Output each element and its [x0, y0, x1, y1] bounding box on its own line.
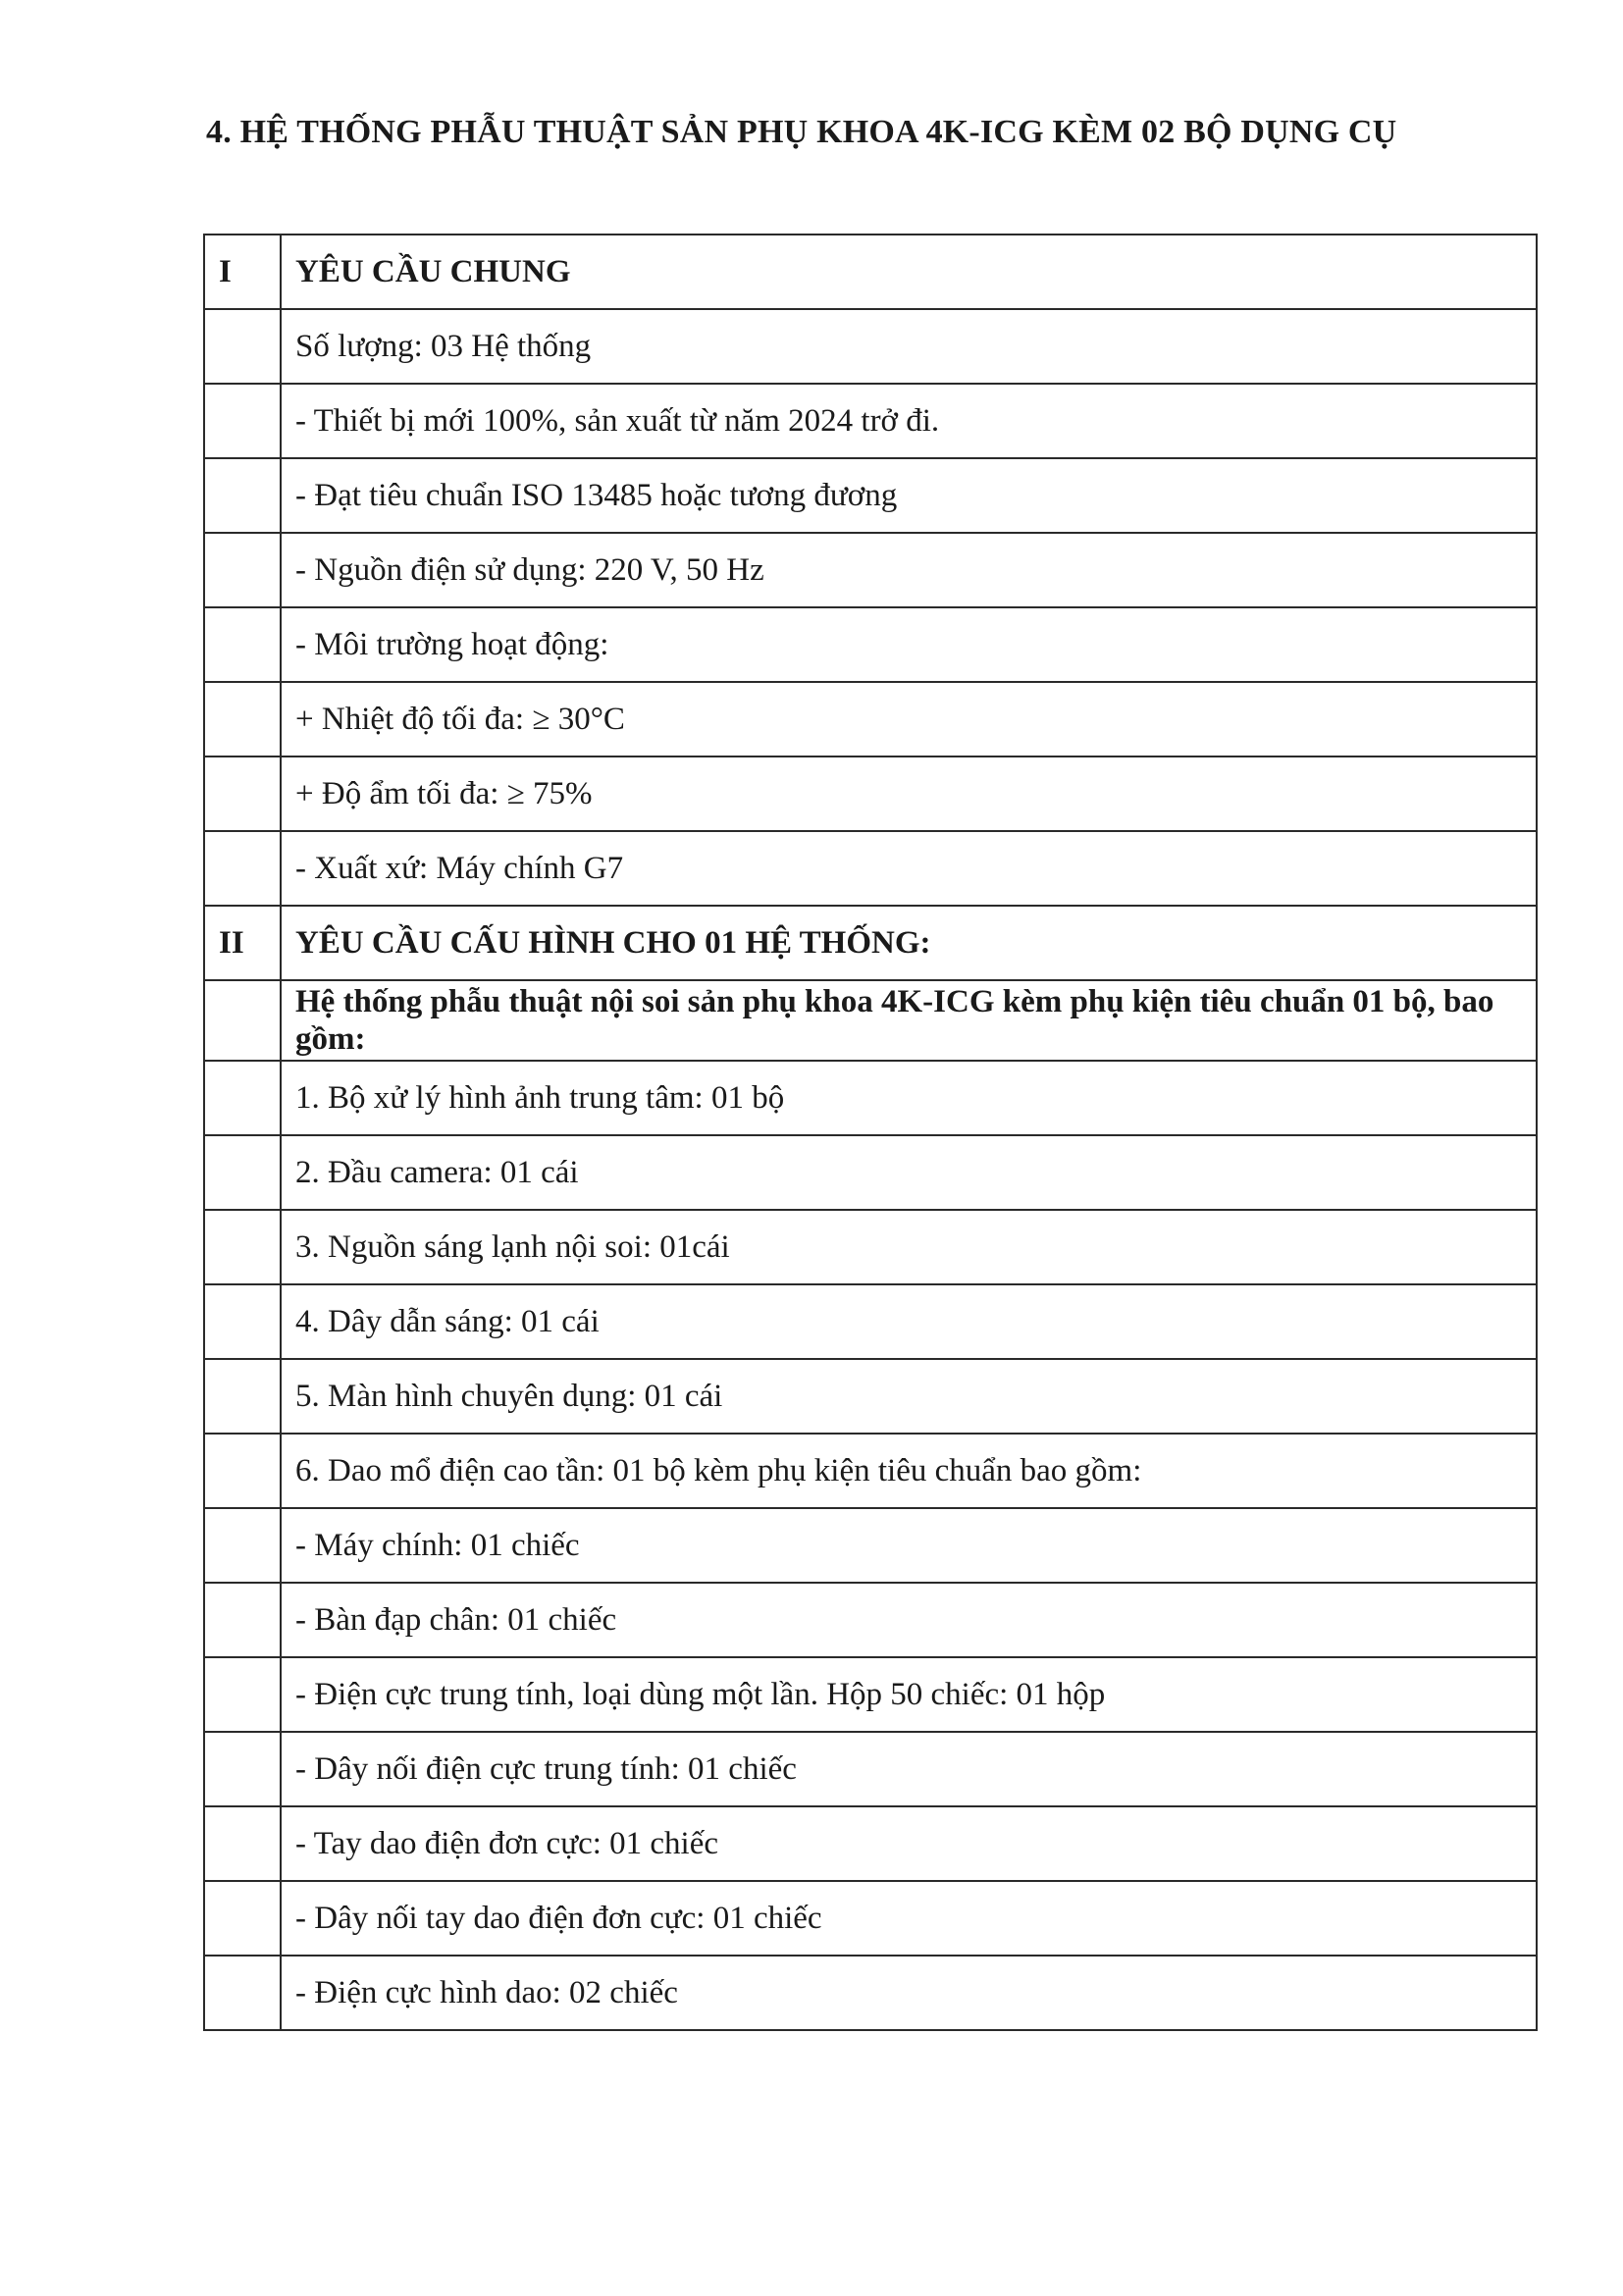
row-number-cell [204, 831, 281, 906]
row-number-cell [204, 1508, 281, 1583]
row-number-cell [204, 1359, 281, 1434]
row-number-cell [204, 309, 281, 384]
row-content-cell: - Môi trường hoạt động: [281, 607, 1537, 682]
row-number-cell [204, 1135, 281, 1210]
row-number-cell [204, 757, 281, 831]
row-number-cell [204, 1956, 281, 2030]
row-content-cell: - Điện cực trung tính, loại dùng một lần. Hộp 50 chiếc: 01 hộp [281, 1657, 1537, 1732]
row-content-cell: - Dây nối điện cực trung tính: 01 chiếc [281, 1732, 1537, 1806]
row-content-cell: Số lượng: 03 Hệ thống [281, 309, 1537, 384]
row-content-cell: - Xuất xứ: Máy chính G7 [281, 831, 1537, 906]
row-number-cell [204, 607, 281, 682]
table-row [204, 1359, 1537, 1434]
row-content-cell: 3. Nguồn sáng lạnh nội soi: 01cái [281, 1210, 1537, 1284]
table-row [204, 384, 1537, 458]
row-number-cell [204, 1210, 281, 1284]
table-row [204, 1732, 1537, 1806]
row-number-cell [204, 1881, 281, 1956]
row-content-cell: - Tay dao điện đơn cực: 01 chiếc [281, 1806, 1537, 1881]
row-content-cell: - Điện cực hình dao: 02 chiếc [281, 1956, 1537, 2030]
row-number-cell [204, 1806, 281, 1881]
row-content-cell: 1. Bộ xử lý hình ảnh trung tâm: 01 bộ [281, 1061, 1537, 1135]
row-content-cell: 4. Dây dẫn sáng: 01 cái [281, 1284, 1537, 1359]
row-number-cell [204, 458, 281, 533]
row-number-cell [204, 980, 281, 1061]
row-number-cell: II [204, 906, 281, 980]
table-row [204, 1508, 1537, 1583]
table-row [204, 1657, 1537, 1732]
row-content-cell: + Độ ẩm tối đa: ≥ 75% [281, 757, 1537, 831]
row-content-cell: YÊU CẦU CẤU HÌNH CHO 01 HỆ THỐNG: [281, 906, 1537, 980]
table-row [204, 1956, 1537, 2030]
table-row [204, 1061, 1537, 1135]
table-row [204, 1135, 1537, 1210]
table-row [204, 309, 1537, 384]
row-content-cell: 5. Màn hình chuyên dụng: 01 cái [281, 1359, 1537, 1434]
spec-table [203, 234, 1538, 2031]
row-content-cell: YÊU CẦU CHUNG [281, 235, 1537, 309]
row-content-cell: 2. Đầu camera: 01 cái [281, 1135, 1537, 1210]
row-content-cell: - Nguồn điện sử dụng: 220 V, 50 Hz [281, 533, 1537, 607]
row-content-cell: 6. Dao mổ điện cao tần: 01 bộ kèm phụ kiện tiêu chuẩn bao gồm: [281, 1434, 1537, 1508]
table-row [204, 1583, 1537, 1657]
row-content-cell: - Thiết bị mới 100%, sản xuất từ năm 2024 trở đi. [281, 384, 1537, 458]
table-row [204, 533, 1537, 607]
row-number-cell [204, 1732, 281, 1806]
row-number-cell [204, 1434, 281, 1508]
row-number-cell [204, 1284, 281, 1359]
section-row [204, 906, 1537, 980]
table-row [204, 757, 1537, 831]
row-content-cell: + Nhiệt độ tối đa: ≥ 30°C [281, 682, 1537, 757]
row-number-cell [204, 1061, 281, 1135]
row-number-cell [204, 1657, 281, 1732]
row-content-cell: - Đạt tiêu chuẩn ISO 13485 hoặc tương đương [281, 458, 1537, 533]
table-row [204, 682, 1537, 757]
table-row [204, 1806, 1537, 1881]
section-row [204, 235, 1537, 309]
row-number-cell [204, 384, 281, 458]
table-row [204, 831, 1537, 906]
table-row [204, 458, 1537, 533]
table-row [204, 1434, 1537, 1508]
row-content-cell: - Dây nối tay dao điện đơn cực: 01 chiếc [281, 1881, 1537, 1956]
table-row [204, 1881, 1537, 1956]
table-row [204, 1284, 1537, 1359]
row-content-cell: - Bàn đạp chân: 01 chiếc [281, 1583, 1537, 1657]
row-number-cell [204, 533, 281, 607]
row-number-cell: I [204, 235, 281, 309]
row-number-cell [204, 1583, 281, 1657]
table-row [204, 980, 1537, 1061]
row-content-cell: - Máy chính: 01 chiếc [281, 1508, 1537, 1583]
table-row [204, 1210, 1537, 1284]
row-content-cell: Hệ thống phẫu thuật nội soi sản phụ khoa 4K-ICG kèm phụ kiện tiêu chuẩn 01 bộ, bao gồm: [281, 980, 1537, 1061]
row-number-cell [204, 682, 281, 757]
document-heading: 4. HỆ THỐNG PHẪU THUẬT SẢN PHỤ KHOA 4K-ICG KÈM 02 BỘ DỤNG CỤ [206, 114, 1397, 150]
table-row [204, 607, 1537, 682]
